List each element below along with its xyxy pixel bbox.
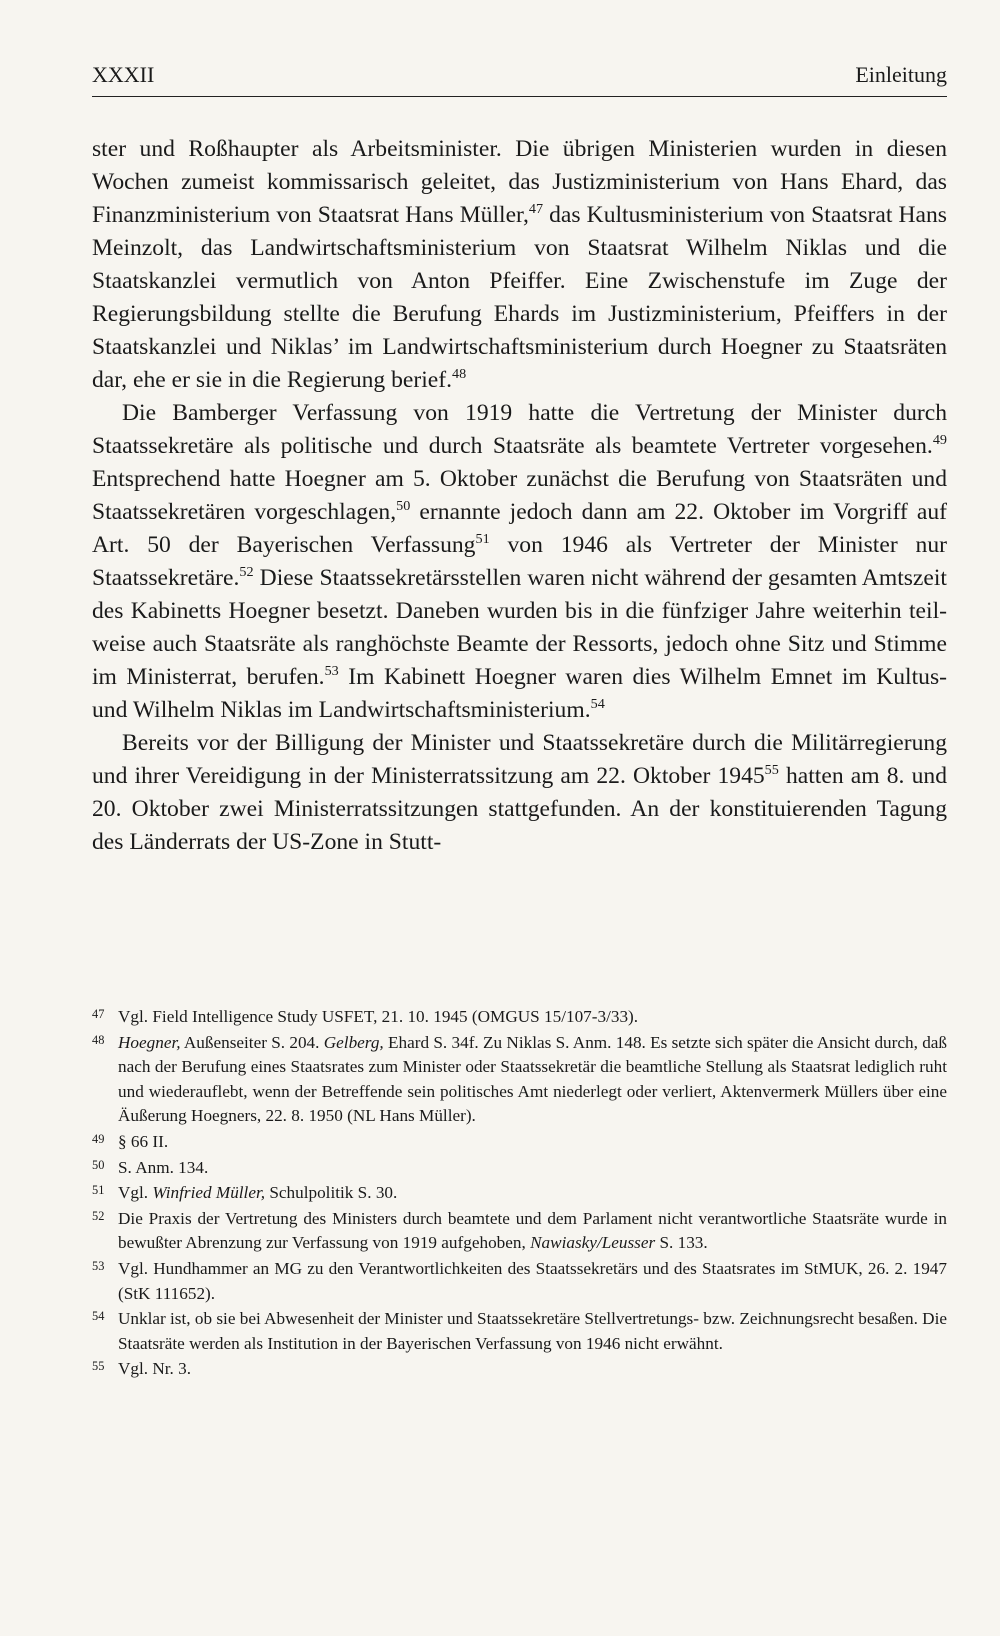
footnote-number: 52	[92, 1208, 105, 1223]
footnote-text	[118, 1181, 947, 1206]
footnote	[92, 1357, 947, 1382]
text-run: S. Anm. 134.	[118, 1157, 209, 1177]
paragraph	[92, 397, 947, 727]
text-run: das Kultusministerium von Staatsrat Hans Meinzolt, das Landwirtschaftsministerium von Staatsrat Wilhelm Niklas und die Staatskanzlei vermutlich von Anton Pfeiffer. Eine Zwischenstufe im Zuge der Regierungsbildung stellte die Berufung Ehards im Justizministerium, Pfeiffers in der Staatskanzlei und Niklas’ im Landwirtschaftsministerium durch Hoegner zu Staatsräten dar, ehe er sie in die Regierung berief.	[92, 202, 947, 393]
footnote-text	[118, 1130, 947, 1155]
footnote	[92, 1257, 947, 1306]
footnote-number: 53	[92, 1258, 105, 1273]
section-title: Einleitung	[855, 62, 947, 87]
text-run: ernannte jedoch dann am 22. Oktober im Vorgriff auf Art. 50 der Bayerischen Verfassung	[92, 499, 947, 558]
italic-text: Gelberg,	[323, 1032, 384, 1052]
text-run: S. 133.	[655, 1233, 708, 1253]
text-run: von 1946 als Vertreter der Minister nur Staatssekretäre.	[92, 532, 947, 591]
footnotes	[92, 1005, 947, 1383]
footnote-reference: 54	[590, 695, 605, 712]
text-run: Unklar ist, ob sie bei Abwesenheit der Minister und Staatssekretäre Stellvertretungs- bzw. Zeichnungsrecht besaßen. Die Staatsräte werden als Institution in der Bayerischen Verfassung von 1946 nicht erwähnt.	[118, 1309, 947, 1353]
footnote	[92, 1207, 947, 1256]
footnote-reference: 48	[452, 365, 467, 382]
footnote-number: 51	[92, 1183, 105, 1198]
text-run: Diese Staatssekretärsstellen waren nicht während der gesamten Amtszeit des Kabinetts Hoegner besetzt. Daneben wurden bis in die fünfziger Jahre weiterhin teilweise auch Staatsräte als ranghöchste Beamte der Ressorts, jedoch ohne Sitz und Stimme im Ministerrat, berufen.	[92, 565, 947, 690]
footnote-text	[118, 1156, 947, 1181]
text-run: Ehard S. 34f. Zu Niklas S. Anm. 148. Es setzte sich später die Ansicht durch, daß nach der Berufung eines Staatsrates zum Minister oder Staatssekretär die beamtliche Stellung als Staatsrat lediglich ruht und wiederauflebt, wenn der Betreffende sein politisches Amt niederlegt oder verliert, Aktenvermerk Müllers über eine Äußerung Hoegners, 22. 8. 1950 (NL Hans Müller).	[118, 1032, 948, 1126]
footnote	[92, 1181, 947, 1206]
footnote-reference: 55	[764, 761, 779, 778]
text-run: Vgl.	[118, 1183, 153, 1203]
text-run: Schulpolitik S. 30.	[265, 1183, 398, 1203]
text-run: Im Kabinett Hoegner waren dies Wilhelm Emnet im Kultus- und Wilhelm Niklas im Landwirtschaftsministerium.	[92, 664, 948, 723]
italic-text: Nawiasky/Leusser	[530, 1233, 656, 1253]
footnote-reference: 53	[324, 662, 339, 679]
footnote	[92, 1130, 947, 1155]
text-run: Außenseiter S. 204.	[180, 1032, 324, 1052]
footnote-text	[118, 1005, 947, 1030]
footnote-number: 48	[92, 1032, 105, 1047]
footnote-reference: 52	[239, 563, 254, 580]
text-run: ster und Roßhaupter als Arbeitsminister. Die übrigen Ministerien wurden in diesen Wochen zumeist kommissarisch geleitet, das Justizministerium von Hans Ehard, das Finanzministerium von Staatsrat Hans Müller,	[92, 136, 947, 228]
footnote	[92, 1307, 947, 1356]
text-run: Vgl. Field Intelligence Study USFET, 21. 10. 1945 (OMGUS 15/107-3/33).	[118, 1007, 639, 1026]
footnote-text	[118, 1357, 947, 1382]
text-run: Vgl. Nr. 3.	[118, 1359, 192, 1379]
footnote	[92, 1005, 947, 1030]
footnote-text	[118, 1031, 947, 1129]
main-text	[92, 133, 947, 859]
italic-text: Hoegner,	[118, 1032, 181, 1052]
footnote-text	[118, 1257, 947, 1306]
text-run: § 66 II.	[118, 1131, 169, 1151]
footnote-text	[118, 1207, 947, 1256]
text-run: Bereits vor der Billigung der Minister und Staatssekretäre durch die Militärregierung und ihrer Vereidigung in der Ministerratssitzung am 22. Oktober 1945	[92, 730, 947, 789]
footnote-reference: 51	[475, 530, 490, 547]
paragraph	[92, 133, 947, 397]
italic-text: Winfried Müller,	[152, 1183, 266, 1203]
paragraph	[92, 727, 947, 859]
footnote-reference: 49	[932, 431, 947, 448]
footnote-text	[118, 1307, 947, 1356]
page-number: XXXII	[92, 62, 155, 87]
text-run: Vgl. Hundhammer an MG zu den Verantwortlichkeiten des Staatssekretärs und des Staatsrates im StMUK, 26. 2. 1947 (StK 111652).	[118, 1258, 947, 1303]
footnote-number: 55	[92, 1359, 105, 1374]
footnote-number: 54	[92, 1309, 105, 1324]
footnote-number: 49	[92, 1131, 105, 1146]
text-run: Die Bamberger Verfassung von 1919 hatte die Vertretung der Minister durch Staatssekretäre als politische und durch Staatsräte als beamtete Vertreter vorgesehen.	[92, 400, 947, 459]
running-header	[92, 62, 947, 97]
footnote-number: 50	[92, 1157, 105, 1172]
text-run: hatten am 8. und 20. Oktober zwei Ministerratssitzungen stattgefunden. An der konstituierenden Tagung des Länderrats der US-Zone in Stutt-	[92, 763, 947, 855]
footnote-reference: 50	[396, 497, 411, 514]
footnote-reference: 47	[528, 200, 544, 217]
text-run: Entsprechend hatte Hoegner am 5. Oktober zunächst die Berufung von Staatsräten und Staatssekretären vorgeschlagen,	[92, 466, 947, 525]
footnote-number: 47	[92, 1007, 105, 1021]
footnote	[92, 1156, 947, 1181]
text-run: Die Praxis der Vertretung des Ministers durch beamtete und dem Parlament nicht verantwortliche Staatsräte wurde in bewußter Abrenzung zur Verfassung von 1919 aufgehoben,	[118, 1208, 947, 1253]
footnote	[92, 1031, 947, 1129]
